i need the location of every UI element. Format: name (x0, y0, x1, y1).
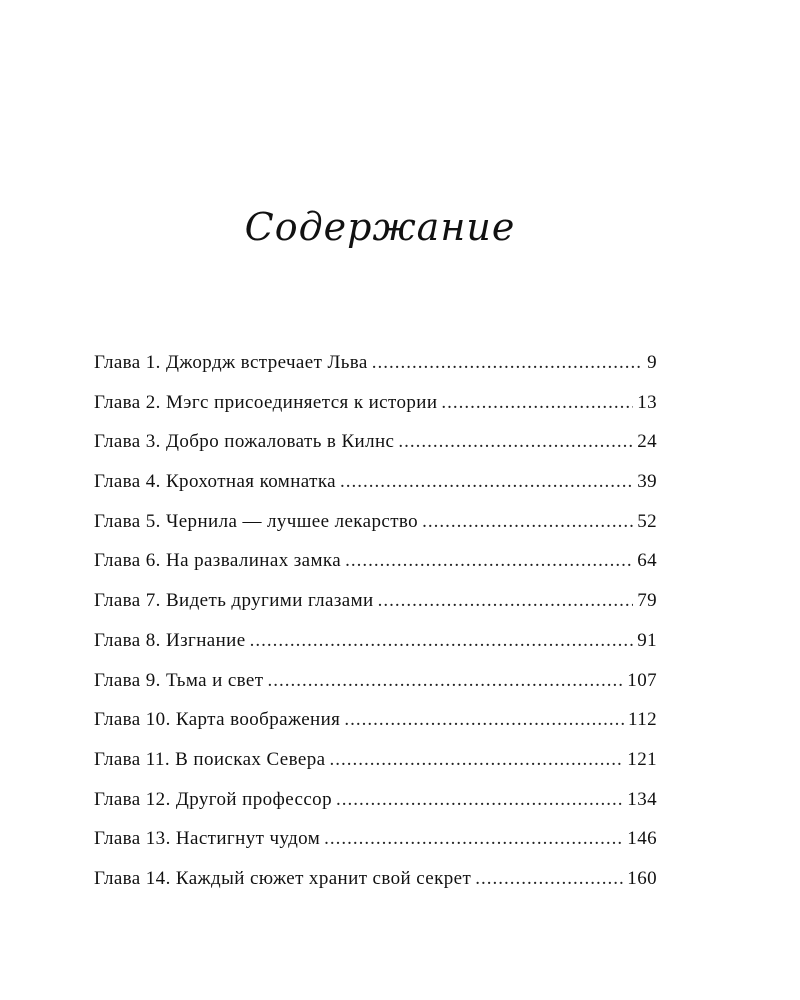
toc-leader-dots (267, 670, 623, 692)
toc-leader-dots (250, 630, 634, 652)
toc-chapter-title: Глава 7. Видеть другими глазами (94, 590, 374, 612)
toc-page-number: 107 (627, 669, 657, 691)
toc-chapter-title: Глава 9. Тьма и свет (94, 669, 264, 691)
toc-leader-dots (378, 590, 634, 612)
toc-chapter-title: Глава 6. На развалинах замка (94, 550, 342, 572)
toc-title: Содержание (244, 205, 516, 249)
toc-chapter-title: Глава 5. Чернила — лучшее лекарство (94, 510, 419, 532)
toc-page-number: 91 (637, 629, 657, 651)
toc-entry (94, 828, 657, 868)
toc-chapter-title: Глава 8. Изгнание (94, 629, 246, 651)
toc-chapter-title: Глава 13. Настигнут чудом (94, 828, 321, 850)
toc-page-number: 112 (628, 709, 657, 731)
toc-page-number: 160 (627, 867, 657, 889)
toc-page-number: 79 (637, 590, 657, 612)
toc-chapter-title: Глава 12. Другой профессор (94, 788, 332, 810)
toc-leader-dots (324, 828, 623, 850)
toc-leader-dots (344, 709, 624, 731)
toc-leader-dots (398, 431, 633, 453)
toc-chapter-title: Глава 2. Мэгс присоединяется к истории (94, 391, 438, 413)
toc-entry (94, 670, 657, 710)
toc-leader-dots (345, 550, 633, 572)
toc-entry (94, 630, 657, 670)
toc-page-number: 64 (637, 550, 657, 572)
toc-entry (94, 789, 657, 829)
toc-page-number: 24 (637, 431, 657, 453)
toc-list (94, 352, 657, 908)
toc-entry (94, 511, 657, 551)
toc-entry (94, 590, 657, 630)
toc-entry (94, 431, 657, 471)
toc-entry (94, 709, 657, 749)
toc-chapter-title: Глава 1. Джордж встречает Льва (94, 352, 368, 373)
toc-chapter-title: Глава 4. Крохотная комнатка (94, 471, 337, 493)
toc-page-number: 13 (637, 391, 657, 413)
toc-entry (94, 392, 657, 432)
toc-leader-dots (329, 749, 623, 771)
toc-leader-dots (475, 868, 623, 890)
toc-page-number: 39 (637, 471, 657, 493)
toc-page-number: 52 (637, 510, 657, 532)
toc-chapter-title: Глава 14. Каждый сюжет хранит свой секрет (94, 867, 472, 889)
toc-leader-dots (340, 471, 633, 493)
toc-leader-dots (372, 352, 643, 374)
toc-entry (94, 550, 657, 590)
toc-page-number: 134 (627, 788, 657, 810)
toc-entry (94, 749, 657, 789)
toc-leader-dots (441, 392, 633, 414)
toc-entry (94, 471, 657, 511)
toc-leader-dots (422, 511, 633, 533)
toc-page-number: 9 (647, 352, 657, 373)
toc-chapter-title: Глава 3. Добро пожаловать в Килнс (94, 431, 395, 453)
toc-page-number: 121 (627, 748, 657, 770)
toc-entry (94, 352, 657, 392)
toc-page-number: 146 (627, 828, 657, 850)
toc-chapter-title: Глава 11. В поисках Севера (94, 748, 326, 770)
toc-chapter-title: Глава 10. Карта воображения (94, 709, 341, 731)
toc-leader-dots (336, 789, 623, 811)
toc-entry (94, 868, 657, 908)
